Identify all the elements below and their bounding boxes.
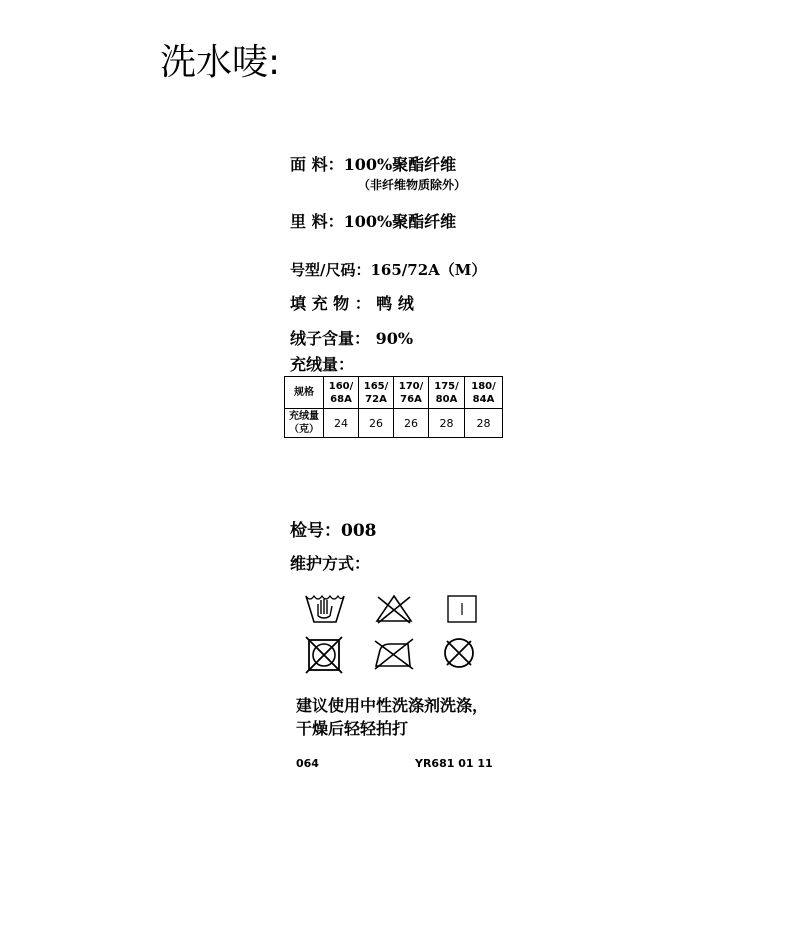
do-not-tumble-dry-icon — [305, 636, 343, 674]
table-header-cell: 180/ 84A — [465, 377, 503, 409]
table-cell: 24 — [324, 409, 359, 438]
outer-fabric: 面 料：100%聚酯纤维 — [290, 155, 457, 174]
do-not-dry-clean-icon — [442, 636, 476, 670]
table-cell: 26 — [359, 409, 394, 438]
table-header-cell: 160/ 68A — [324, 377, 359, 409]
page-title: 洗水唛: — [160, 42, 281, 83]
care-label: 维护方式： — [290, 554, 371, 573]
filling-material: 填 充 物 ： 鸭 绒 — [290, 294, 414, 313]
footer-code-left: 064 — [296, 757, 319, 770]
footer-code-right: YR681 01 11 — [415, 757, 493, 770]
lining-fabric: 里 料：100%聚酯纤维 — [290, 212, 457, 231]
table-cell: 28 — [429, 409, 465, 438]
fill-amount-label: 充绒量： — [290, 355, 355, 374]
table-cell: 26 — [394, 409, 429, 438]
table-row — [285, 377, 503, 409]
table-row — [285, 409, 503, 438]
do-not-iron-icon — [372, 636, 416, 672]
inspection-number: 检号：008 — [290, 521, 377, 541]
table-row-header: 充绒量 （克） — [285, 409, 324, 438]
table-cell: 28 — [465, 409, 503, 438]
outer-fabric-note: （非纤维物质除外） — [358, 178, 467, 192]
table-header-cell: 规格 — [285, 377, 324, 409]
fill-amount-table — [284, 376, 503, 438]
table-header-cell: 165/ 72A — [359, 377, 394, 409]
care-advice: 建议使用中性洗涤剂洗涤，干燥后轻轻拍打 — [296, 696, 489, 738]
do-not-bleach-icon — [374, 593, 414, 625]
table-header-cell: 170/ 76A — [394, 377, 429, 409]
down-content: 绒子含量： 90% — [290, 329, 414, 348]
hand-wash-icon — [304, 590, 346, 624]
size-spec: 号型/尺码：165/72A（M） — [290, 261, 487, 279]
dry-flat-icon — [446, 594, 478, 624]
table-header-cell: 175/ 80A — [429, 377, 465, 409]
